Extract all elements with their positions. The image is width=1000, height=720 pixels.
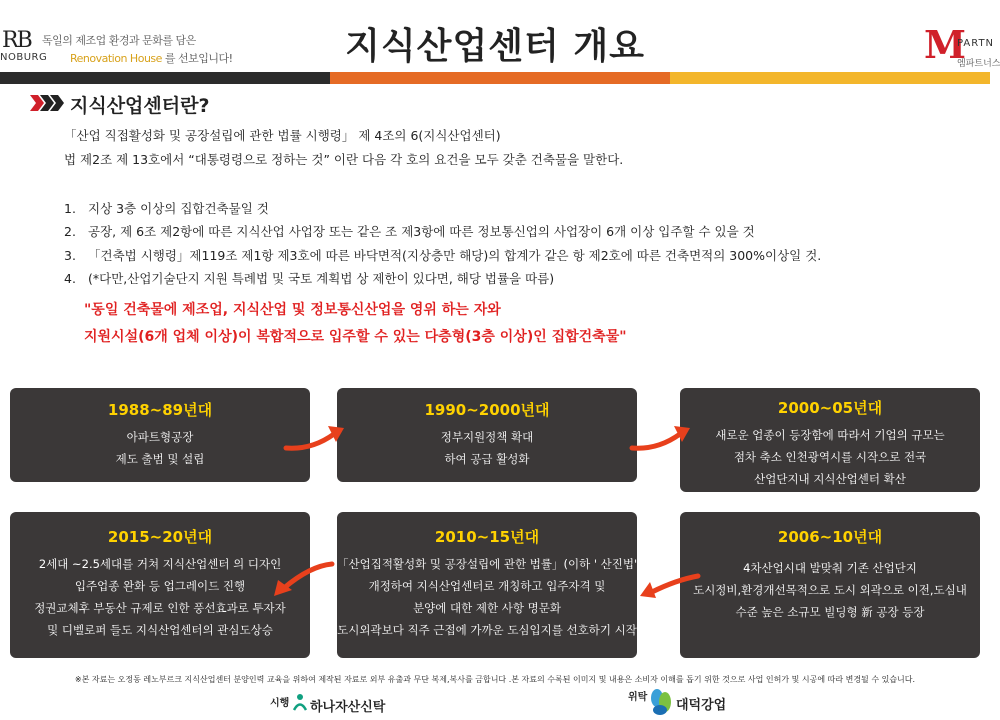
intro-line-1: 「산업 직접활성화 및 공장설립에 관한 법률 시행령」 제 4조의 6(지식산업센터) — [64, 128, 501, 143]
arrow-left-icon — [636, 570, 702, 606]
header-stripe-orange — [330, 72, 670, 84]
arrow-left-icon — [270, 560, 336, 600]
timeline-line: 하여 공급 활성화 — [444, 452, 530, 466]
timeline-line: 및 디벨로퍼 들도 지식산업센터의 관심도상승 — [47, 623, 273, 637]
tagline-2-rest: 를 선보입니다! — [161, 52, 233, 65]
intro-line-2: 법 제2조 제 13호에서 “대통령령으로 정하는 것” 이란 다음 각 호의 요건을 모두 갖춘 건축물을 말한다. — [64, 152, 624, 167]
timeline-box-1988 — [10, 388, 310, 482]
list-item-num: 2. — [64, 224, 76, 239]
emphasis-line-1: "동일 건축물에 제조업, 지식산업 및 정보통신산업을 영위 하는 자와 — [84, 302, 501, 318]
timeline-year: 2000~05년대 — [777, 399, 883, 417]
timeline-line: 「산업집적활성화 및 공장설립에 관한 법률」(이하 ' 산진법') — [337, 557, 642, 571]
list-item — [64, 246, 821, 264]
renoburg-logo-sub: NOBURG — [0, 52, 48, 63]
page-title: 지식산업센터 개요 — [345, 26, 645, 67]
timeline-line: 수준 높은 소규모 빌딩형 新 공장 등장 — [735, 605, 925, 619]
renoburg-logo: RB — [2, 28, 31, 53]
footnote: ※본 자료는 오정동 레노부르크 지식산업센터 분양인력 교육을 위하여 제작된 자료로 외부 유출과 무단 복제,복사를 금합니다 .본 자료의 수록된 이미지 및 내용은 소비자 이해를 돕기 위한 것으로 사업 인허가 및 시공에 따라 변경될 수 있습니다. — [74, 675, 916, 684]
list-item — [64, 222, 755, 240]
hana-logo-icon — [292, 693, 308, 711]
timeline-box-2015 — [10, 512, 310, 658]
timeline-line: 점차 축소 인천광역시를 시작으로 전국 — [733, 450, 927, 464]
list-item-num: 3. — [64, 248, 76, 263]
list-item-text: 「건축법 시행령」제119조 제1항 제3호에 따른 바닥면적(지상층만 해당)의 합계가 같은 항 제2호에 따른 건축면적의 300%이상일 것. — [88, 248, 822, 263]
mpartners-logo: M — [924, 22, 967, 67]
arrow-right-icon — [630, 420, 694, 456]
list-item — [64, 269, 554, 287]
emphasis-line-2: 지원시설(6개 업체 이상)이 복합적으로 입주할 수 있는 다층형(3층 이상)인 집합건축물" — [84, 329, 627, 345]
tagline-1: 독일의 제조업 환경과 문화를 담은 — [42, 34, 196, 47]
timeline-year: 2010~15년대 — [434, 528, 540, 546]
timeline-year: 1990~2000년대 — [424, 401, 550, 419]
header-stripe-yellow — [670, 72, 990, 84]
page-header — [0, 0, 1000, 72]
list-item-num: 1. — [64, 201, 76, 216]
timeline-line: 아파트형공장 — [126, 430, 194, 444]
trustee-label: 시행 — [270, 698, 290, 709]
list-item-num: 4. — [64, 271, 76, 286]
list-item-text: (*다만,산업기술단지 지원 특례법 및 국토 계획법 상 제한이 있다면, 해당 법률을 따름) — [88, 271, 555, 286]
header-stripe-dark — [0, 72, 330, 84]
timeline-line: 정부지원정책 확대 — [440, 430, 534, 444]
timeline-line: 도시외곽보다 직주 근접에 가까운 도심입지를 선호하기 시작 — [337, 623, 637, 637]
timeline-year: 1988~89년대 — [107, 401, 213, 419]
list-item — [64, 199, 269, 217]
timeline-box-2010 — [337, 512, 642, 658]
timeline-line: 도시정비,환경개선목적으로 도시 외곽으로 이전,도심내 — [693, 583, 967, 597]
triple-chevron-icon — [30, 95, 64, 111]
timeline-box-1990 — [337, 388, 637, 482]
timeline-box-2006 — [680, 512, 980, 658]
timeline-line: 분양에 대한 제한 사항 명문화 — [413, 601, 561, 615]
timeline-box-2000 — [680, 388, 980, 492]
timeline-line: 개정하여 지식산업센터로 개칭하고 입주자격 및 — [368, 579, 606, 593]
list-item-text: 공장, 제 6조 제2항에 따른 지식산업 사업장 또는 같은 조 제3항에 따른 정보통신업의 사업장이 6개 이상 입주할 수 있을 것 — [88, 224, 755, 239]
trustee-name: 하나자산신탁 — [310, 700, 386, 715]
timeline-line: 산업단지내 지식산업센터 확산 — [754, 472, 906, 486]
timeline-line: 제도 출범 및 설립 — [115, 452, 205, 466]
timeline-year: 2015~20년대 — [107, 528, 213, 546]
daeduk-logo-icon — [648, 688, 674, 716]
timeline-line: 2세대 ~2.5세대를 거쳐 지식산업센터 의 디자인 — [38, 557, 282, 571]
mpartners-logo-sub: 엠파트너스 — [957, 59, 1000, 69]
timeline-line: 새로운 업종이 등장함에 따라서 기업의 규모는 — [715, 428, 945, 442]
mpartners-logo-text: PARTN — [957, 38, 995, 49]
arrow-right-icon — [284, 420, 348, 456]
tagline-2-accent: Renovation House — [70, 52, 162, 65]
delegate-label: 위탁 — [628, 692, 648, 703]
timeline-year: 2006~10년대 — [777, 528, 883, 546]
timeline-line: 정권교체후 부동산 규제로 인한 풍선효과로 투자자 — [34, 601, 286, 615]
list-item-text: 지상 3층 이상의 집합건축물일 것 — [88, 201, 269, 216]
timeline-line: 4차산업시대 발맞춰 기존 산업단지 — [743, 561, 917, 575]
delegate-name: 대덕강업 — [676, 698, 727, 713]
timeline-line: 입주업종 완화 등 업그레이드 진행 — [74, 579, 246, 593]
section-title: 지식산업센터란? — [70, 95, 210, 117]
